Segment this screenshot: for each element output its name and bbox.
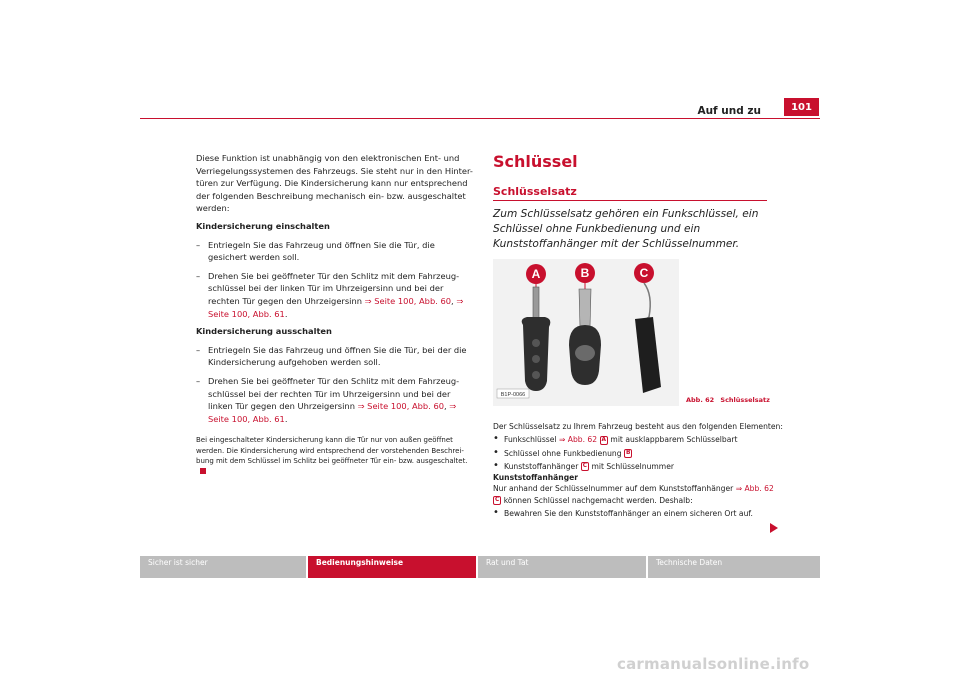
tab-bedienungshinweise[interactable]: Bedienungshinweise [308,556,476,578]
section-end-marker [200,468,206,474]
running-header-title: Auf und zu [697,105,761,117]
page-ref-link[interactable]: ⇒ Seite 100, Abb. 60 [364,295,452,306]
key-set-illustration [493,259,679,406]
bullet-text: Kunststoffanhänger [504,461,579,471]
right-body [493,421,793,519]
key-a-button-1 [532,339,540,347]
bullet-text: mit ausklappbarem Schlüsselbart [610,435,738,445]
watermark: carmanualsonline.info [617,655,810,673]
figure-ref-link[interactable]: ⇒ Abb. 62 [558,435,598,445]
paragraph-text: können Schlüssel nachgemacht werden. Deshalb: [503,495,693,505]
page-ref-link[interactable]: ⇒ Seite 100, Abb. 61 [208,401,457,424]
callout-badge: C [582,463,588,470]
key-b-logo [575,345,595,361]
tab-rat-und-tat[interactable]: Rat und Tat [478,556,646,578]
section-title: Schlüssel [493,152,578,171]
key-set-paragraph: Der Schlüsselsatz zu Ihrem Fahrzeug besteht aus den folgenden Elementen: [493,422,783,431]
tab-technische-daten[interactable]: Technische Daten [648,556,820,578]
step-off-2-text: Drehen Sie bei geöffneter Tür den Schlitz mit dem Fahrzeug-schlüssel bei der rechten Tür im Uhrzeigersinn und bei der linken Tür gegen den Uhrzeigersinn [208,375,460,412]
note-text [196,435,476,477]
step-off-1: – Entriegeln Sie das Fahrzeug und öffnen Sie die Tür, bei der die Kindersicherung aufgehoben werden soll. [196,344,476,369]
key-a-button-3 [532,371,540,379]
tag-c-ring [643,283,650,321]
figure-caption-text: Schlüsselsatz [720,396,770,404]
step-off-2: – Drehen Sie bei geöffneter Tür den Schlitz mit dem Fahrzeug-schlüssel bei der rechten Tür im Uhrzeigersinn und bei der linken Tür gegen den Uhrzeigersinn ⇒ Seite 100, Abb. 60, ⇒ Seite 100, Abb. 61. [196,375,476,425]
paragraph-text: Nur anhand der Schlüsselnummer auf dem Kunststoffanhänger [493,484,734,494]
subsection-title: Schlüsselsatz [493,185,577,198]
heading-child-lock-off: Kindersicherung ausschalten [196,326,332,337]
left-column [196,152,476,478]
label-a: A [531,267,541,281]
callout-badge: A [601,436,606,443]
left-intro: Diese Funktion ist unabhängig von den elektronischen Ent- und Verriegelungssystemen des Fahrzeugs. Sie steht nur in den Hinter-türen zur Verfügung. Die Kindersicherung kann nur entsprechend der folgenden Beschreibung mechanisch ein- bzw. ausgeschaltet werden: [196,153,473,214]
figure-caption [686,396,774,404]
header-rule [140,118,820,119]
callout-badge: B [625,450,631,457]
label-c: C [639,266,649,280]
step-on-1: – Entriegeln Sie das Fahrzeug und öffnen Sie die Tür, die gesichert werden soll. [196,239,476,264]
bullet-text: Schlüssel ohne Funkbedienung [504,448,622,458]
bullet-text: mit Schlüsselnummer [591,461,674,471]
step-on-2-text: Drehen Sie bei geöffneter Tür den Schlitz mit dem Fahrzeug-schlüssel bei der linken Tür im Uhrzeigersinn und bei der rechten Tür gegen den Uhrzeigersinn [208,270,460,306]
page-number: 101 [784,98,819,116]
figure-ref-link[interactable]: ⇒ Abb. 62 [735,484,774,494]
list-item [493,448,793,459]
figure-code: B1P-0066 [500,392,526,398]
key-a-body [522,317,551,391]
list-item: • Bewahren Sie den Kunststoffanhänger an einem sicheren Ort auf. [493,508,793,519]
plastic-tag-paragraph [493,483,793,506]
figure-number: Abb. 62 [686,396,715,404]
heading-child-lock-on: Kindersicherung einschalten [196,220,330,231]
tag-c-body [635,317,661,393]
page-ref-link[interactable]: ⇒ Seite 100, Abb. 61 [208,295,464,319]
page-ref-link[interactable]: ⇒ Seite 100, Abb. 60 [357,401,445,412]
subsection-intro: Zum Schlüsselsatz gehören ein Funkschlüssel, ein Schlüssel ohne Funkbedienung und ein Kunststoffanhänger mit der Schlüsselnummer. [493,208,759,250]
bullet-text: Funkschlüssel [504,435,557,445]
subsection-rule [493,200,767,201]
list-item [493,434,793,445]
heading-plastic-tag: Kunststoffanhänger [493,473,579,483]
note-body: Bei eingeschalteter Kindersicherung kann die Tür nur von außen geöffnet werden. Die Kindersicherung wird entsprechend der vorstehenden Beschrei-bung mit dem Schlüssel im Schlitz bei geöffneter Tür ein- bzw. ausgeschaltet. [196,436,468,466]
step-on-2: – Drehen Sie bei geöffneter Tür den Schlitz mit dem Fahrzeug-schlüssel bei der linken Tür im Uhrzeigersinn und bei der rechten Tür gegen den Uhrzeigersinn ⇒ Seite 100, Abb. 60, ⇒ Seite 100, Abb. 61. [196,270,476,320]
list-item [493,461,793,472]
key-b-blade [579,289,591,327]
callout-badge: C [495,497,500,504]
key-a-button-2 [532,355,540,363]
tab-sicher-ist-sicher[interactable]: Sicher ist sicher [140,556,306,578]
label-b: B [580,266,590,280]
key-set-figure [493,259,679,406]
continue-arrow-icon[interactable] [770,523,778,533]
